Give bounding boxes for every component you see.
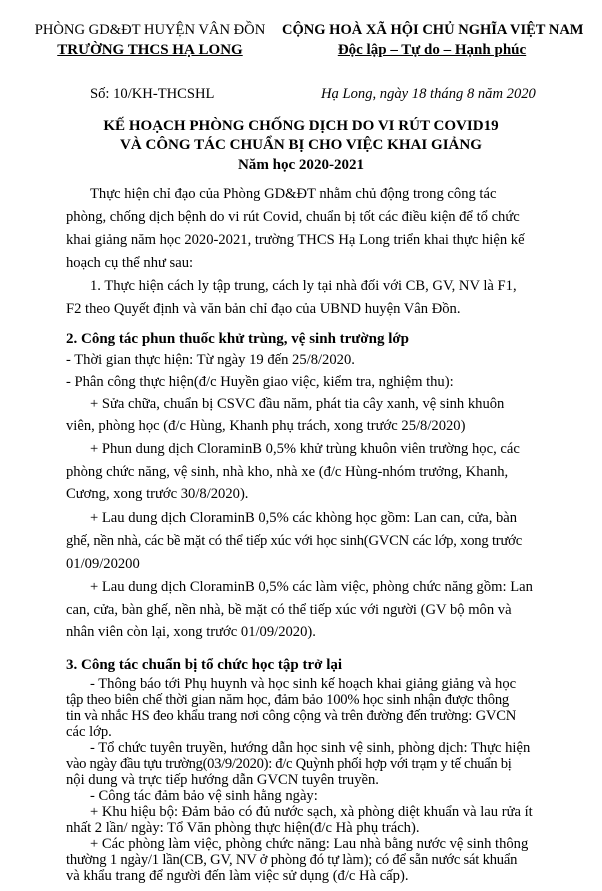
section3-line: thường 1 ngày/1 lần(CB, GV, NV ở phòng đó tự làm); có để sẵn nước sát khuẩn <box>66 852 518 868</box>
section3-line: - Tổ chức tuyên truyền, hướng dẫn học sinh vệ sinh, phòng dịch: Thực hiện <box>90 740 531 756</box>
section3-line: + Các phòng làm việc, phòng chức năng: Lau nhà bằng nước vệ sinh thông <box>90 836 529 852</box>
section3-line: tin và nhắc HS đeo khẩu trang nơi công cộng và trên đường đến trường: GVCN <box>66 708 517 724</box>
section3-line: nội dung và trực tiếp hướng dẫn GVCN tuyên truyền. <box>66 772 379 788</box>
agency-name: PHÒNG GD&ĐT HUYỆN VÂN ĐỒN <box>34 22 266 38</box>
section3-line: - Thông báo tới Phụ huynh và học sinh kế hoạch khai giảng giảng và học <box>90 676 517 692</box>
section2-line: + Phun dung dịch CloraminB 0,5% khử trùng khuôn viên trường học, các <box>90 441 520 457</box>
title-line-3: Năm học 2020-2021 <box>237 157 365 173</box>
section3-line: các lớp. <box>66 724 112 740</box>
section2-line: phòng chức năng, vệ sinh, nhà kho, nhà xe (đ/c Hùng-nhóm trưởng, Khanh, <box>66 464 509 480</box>
national-title: CỘNG HOÀ XÃ HỘI CHỦ NGHĨA VIỆT NAM <box>282 22 584 38</box>
section2-line: nhân viên còn lại, xong trước 01/09/2020). <box>66 624 316 640</box>
section2-line: can, cửa, bàn ghế, nền nhà, bề mặt có thể tiếp xúc với người (GV bộ môn và <box>66 602 512 618</box>
section3-line: vào ngày đầu tựu trường(03/9/2020): đ/c Quỳnh phối hợp với trạm y tế chuẩn bị <box>66 756 512 772</box>
section3-line: nhất 2 lần/ ngày: Tổ Văn phòng thực hiện(đ/c Hà phụ trách). <box>66 820 420 836</box>
section2-line: - Phân công thực hiện(đ/c Huyền giao việc, kiểm tra, nghiệm thu): <box>66 374 454 390</box>
section3-line: tập theo biên chế thời gian năm học, đảm bảo 100% học sinh nhận được thông <box>66 692 510 708</box>
section3-line: và khẩu trang để người đến làm việc sử dụng (đ/c Hà cấp). <box>66 868 409 884</box>
section2-line: ghế, nền nhà, các bề mặt có thể tiếp xúc với học sinh(GVCN các lớp, xong trước <box>66 533 522 549</box>
section3-heading: 3. Công tác chuẩn bị tổ chức học tập trở lại <box>66 657 343 673</box>
document-number: Số: 10/KH-THCSHL <box>90 86 215 102</box>
section2-line: + Sửa chữa, chuẩn bị CSVC đầu năm, phát tia cây xanh, vệ sinh khuôn <box>90 396 505 412</box>
section2-line: Cương, xong trước 30/8/2020). <box>66 486 249 502</box>
title-line-2: VÀ CÔNG TÁC CHUẨN BỊ CHO VIỆC KHAI GIẢNG <box>120 137 482 153</box>
section3-line: + Khu hiệu bộ: Đảm bảo có đủ nước sạch, xà phòng diệt khuẩn và lau rửa ít <box>90 804 533 820</box>
intro-line: hoạch cụ thể như sau: <box>66 255 194 271</box>
item1-line: 1. Thực hiện cách ly tập trung, cách ly tại nhà đối với CB, GV, NV là F1, <box>90 278 517 294</box>
section2-line: viên, phòng học (đ/c Hùng, Khanh phụ trách, xong trước 25/8/2020) <box>66 418 466 434</box>
place-date: Hạ Long, ngày 18 tháng 8 năm 2020 <box>321 86 536 102</box>
section2-line: + Lau dung dịch CloraminB 0,5% các làm việc, phòng chức năng gồm: Lan <box>90 579 533 595</box>
section2-line: + Lau dung dịch CloraminB 0,5% các khòng học gồm: Lan can, cửa, bàn <box>90 510 518 526</box>
section2-line: - Thời gian thực hiện: Từ ngày 19 đến 25/8/2020. <box>66 352 355 368</box>
section3-line: - Công tác đảm bảo vệ sinh hằng ngày: <box>90 788 318 804</box>
section2-line: 01/09/20200 <box>66 556 140 572</box>
section2-heading: 2. Công tác phun thuốc khử trùng, vệ sinh trường lớp <box>66 331 410 347</box>
intro-line: phòng, chống dịch bệnh do vi rút Covid, chuẩn bị tốt các điều kiện để tổ chức <box>66 209 520 225</box>
intro-line: khai giảng năm học 2020-2021, trường THCS Hạ Long triển khai thực hiện kế <box>66 232 525 248</box>
intro-line: Thực hiện chỉ đạo của Phòng GD&ĐT nhằm chủ động trong công tác <box>90 186 497 202</box>
item1-line: F2 theo Quyết định và văn bản chỉ đạo của UBND huyện Vân Đồn. <box>66 301 461 317</box>
national-motto: Độc lập – Tự do – Hạnh phúc <box>337 42 527 58</box>
school-name: TRƯỜNG THCS HẠ LONG <box>57 42 243 58</box>
title-line-1: KẾ HOẠCH PHÒNG CHỐNG DỊCH DO VI RÚT COVID19 <box>103 118 499 134</box>
